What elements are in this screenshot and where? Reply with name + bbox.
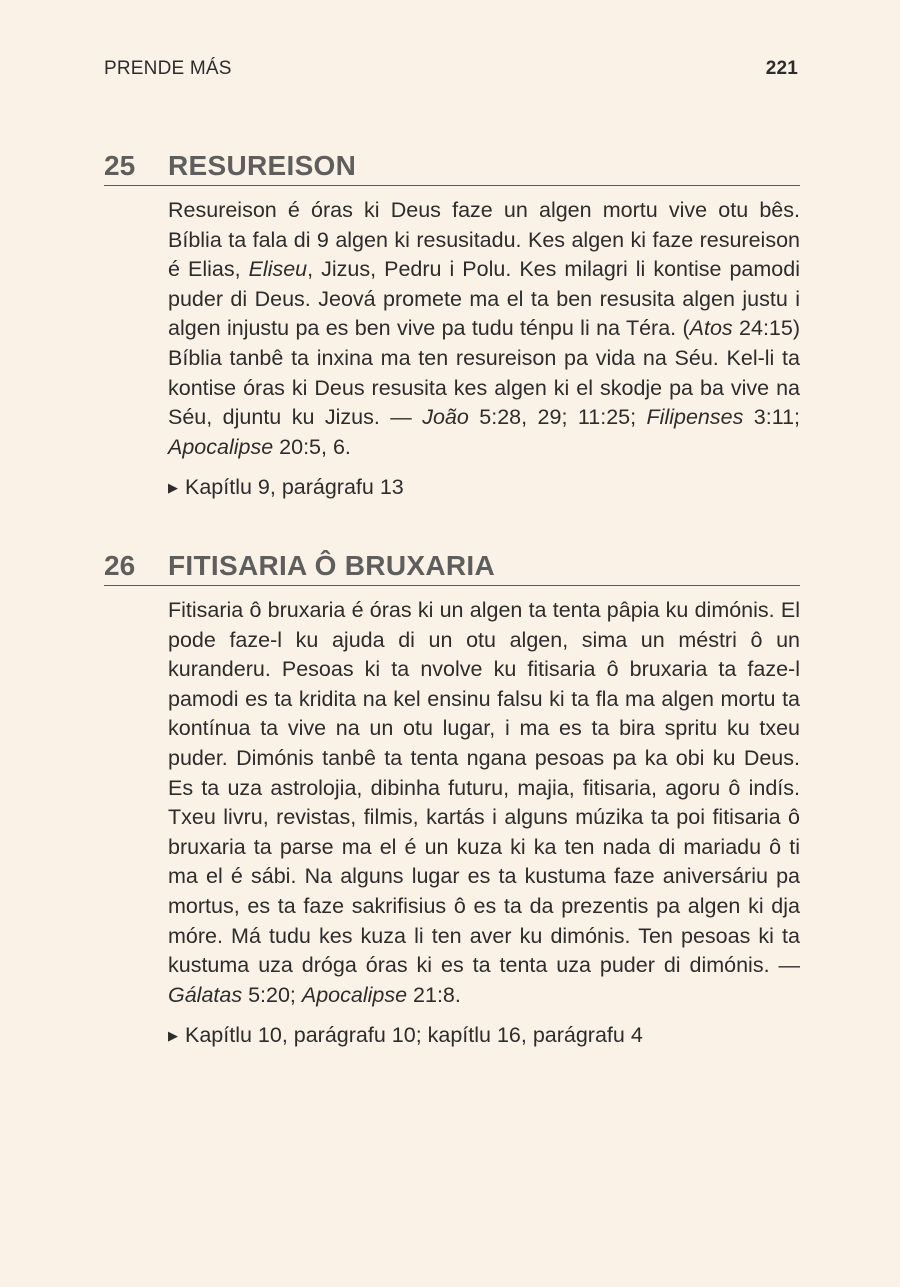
book-name: Atos xyxy=(689,316,733,341)
cross-reference xyxy=(168,1021,800,1053)
triangle-right-icon: ▶ xyxy=(168,1028,178,1044)
section-title: RESUREISON xyxy=(168,150,357,181)
section-paragraph xyxy=(168,596,800,1010)
section-number: 26 xyxy=(104,550,136,581)
text-run: 5:20; xyxy=(242,982,302,1007)
running-head xyxy=(104,58,798,80)
section-title: FITISARIA Ô BRUXARIA xyxy=(168,550,495,581)
book-name: Apocalipse xyxy=(168,434,274,459)
text-run: 20:5, 6. xyxy=(273,434,351,459)
section-heading xyxy=(104,150,800,186)
section-body xyxy=(168,596,800,1010)
section-number: 25 xyxy=(104,150,136,181)
section-25 xyxy=(104,150,800,505)
book-name: Filipenses xyxy=(646,405,744,430)
text-run: Resureison é óras ki Deus faze un algen mortu vive otu bês. Bíblia ta fala di 9 algen ki resusitadu. Kes algen ki faze resureison é Elias, xyxy=(168,198,800,282)
section-26 xyxy=(104,550,800,1053)
text-run: , Jizus, Pedru i Polu. Kes milagri li kontise pamodi puder di Deus. Jeová promete ma el ta ben resusita algen justu i algen injustu pa es ben vive pa tudu ténpu li na Téra. ( xyxy=(168,257,800,341)
page-number: 221 xyxy=(765,58,798,79)
cross-reference-text: Kapítlu 10, parágrafu 10; kapítlu 16, parágrafu 4 xyxy=(185,1023,643,1048)
section-heading xyxy=(104,550,800,586)
book-name: Eliseu xyxy=(248,257,308,282)
section-body xyxy=(168,196,800,462)
cross-reference xyxy=(168,473,800,505)
cross-reference-text: Kapítlu 9, parágrafu 13 xyxy=(185,475,404,500)
book-name: João xyxy=(422,405,469,430)
text-run: 3:11; xyxy=(743,405,800,430)
section-paragraph xyxy=(168,196,800,462)
running-title: PRENDE MÁS xyxy=(104,58,232,79)
text-run: 21:8. xyxy=(407,982,461,1007)
book-name: Apocalipse xyxy=(301,982,408,1007)
text-run: 5:28, 29; 11:25; xyxy=(468,405,647,430)
text-run: Fitisaria ô bruxaria é óras ki un algen ta tenta pâpia ku dimónis. El pode faze-l ku ajuda di un otu algen, sima un méstri ô un kuranderu. Pesoas ki ta nvolve ku fitisaria ô bruxaria ta faze-l pamodi es ta kridita na kel ensinu falsu ki ta fla ma algen mortu ta kontínua ta vive na un otu lugar, i ma es ta bira spritu ku txeu puder. Dimónis tanbê ta tenta ngana pesoas pa ka obi ku Deus. Es ta uza astrolojia, dibinha futuru, majia, fitisaria, agoru ô indís. Txeu livru, revistas, filmis, kartás i alguns múzika ta poi fitisaria ô bruxaria ta parse ma el é un kuza ki ka ten nada di mariadu ô ti ma el é sábi. Na alguns lugar es ta kustuma faze aniversáriu pa mortus, es ta faze sakrifisius ô es ta da prezentis pa algen ki dja móre. Má tudu kes kuza li ten aver ku dimónis. Ten pesoas ki ta kustuma uza dróga óras ki es ta tenta uza puder di dimónis. — xyxy=(168,598,800,978)
book-name: Gálatas xyxy=(168,982,243,1007)
text-run: 24:15) Bíblia tanbê ta inxina ma ten resureison pa vida na Séu. Kel-li ta kontise óras ki Deus resusita kes algen ki el skodje pa ba vive na Séu, djuntu ku Jizus. — xyxy=(168,316,800,430)
triangle-right-icon: ▶ xyxy=(168,480,178,496)
